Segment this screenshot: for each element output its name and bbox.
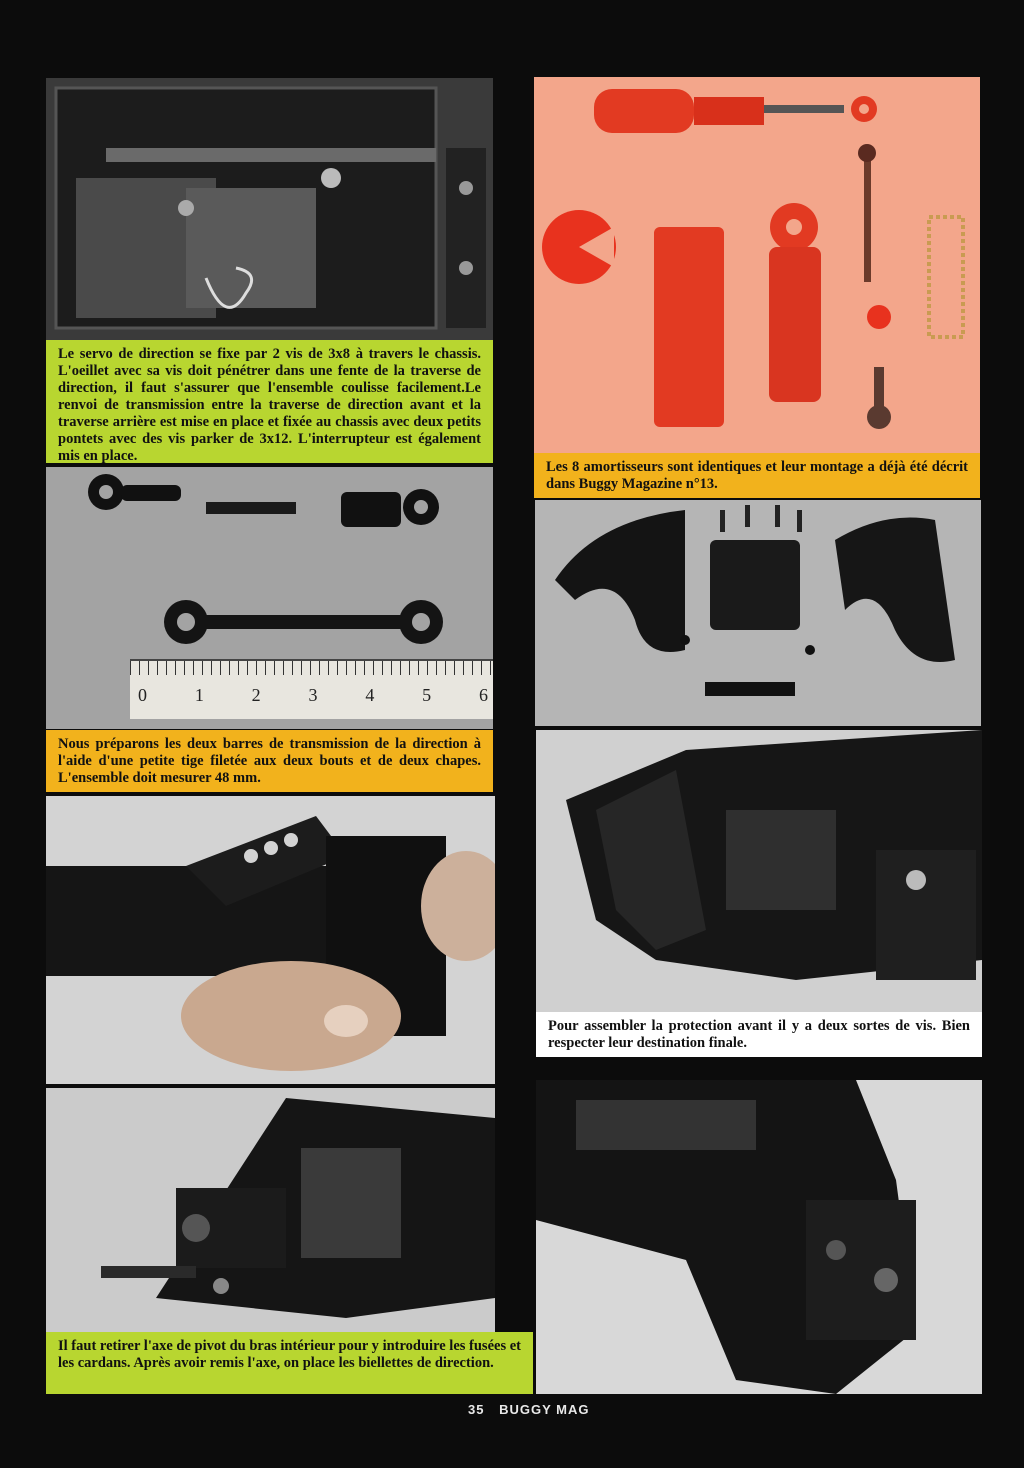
- photo-bumper-parts: [535, 500, 981, 726]
- ruler: [130, 659, 493, 719]
- ruler-tick-6: 6: [478, 685, 488, 705]
- caption-front-guard: Pour assembler la protection avant il y a deux sortes de vis. Bien respecter leur destination finale.: [536, 1012, 982, 1057]
- photo-pivot-assembly: [46, 1088, 495, 1332]
- caption-shocks: Les 8 amortisseurs sont identiques et leur montage a déjà été décrit dans Buggy Magazine n°13.: [534, 453, 980, 498]
- magazine-name: BUGGY MAG: [499, 1402, 590, 1417]
- page-number: 35: [468, 1402, 485, 1417]
- ruler-tick-1: 1: [194, 685, 204, 705]
- photo-steering-assembly: [536, 1080, 982, 1394]
- photo-tie-rods: [46, 467, 493, 729]
- ruler-tick-4: 4: [365, 685, 375, 705]
- page-footer: [468, 1402, 599, 1417]
- ruler-tick-0: 0: [138, 685, 147, 705]
- ruler-tick-2: 2: [251, 685, 261, 705]
- caption-tie-rods: Nous préparons les deux barres de transmission de la direction à l'aide d'une petite tige filetée aux deux bouts et de deux chapes. L'ensemble doit mesurer 48 mm.: [46, 730, 493, 792]
- photo-servo-chassis: [46, 78, 493, 340]
- photo-hand-assembly: [46, 796, 495, 1084]
- ruler-tick-5: 5: [422, 685, 432, 705]
- photo-shock-parts: [534, 77, 980, 453]
- ruler-tick-3: 3: [308, 685, 318, 705]
- photo-front-protection: [536, 730, 982, 1012]
- caption-servo: Le servo de direction se fixe par 2 vis de 3x8 à travers le chassis. L'oeillet avec sa vis doit pénétrer dans une fente de la traverse de direction, il faut s'assurer que l'ensemble coulisse facilement.Le renvoi de transmission entre la traverse de direction avant et la traverse arrière est mise en place et fixée au chassis avec deux petits pontets avec des vis parker de 3x12. L'interrupteur est également mis en place.: [46, 340, 493, 463]
- caption-pivot: Il faut retirer l'axe de pivot du bras intérieur pour y introduire les fusées et les cardans. Après avoir remis l'axe, on place les biellettes de direction.: [46, 1332, 533, 1394]
